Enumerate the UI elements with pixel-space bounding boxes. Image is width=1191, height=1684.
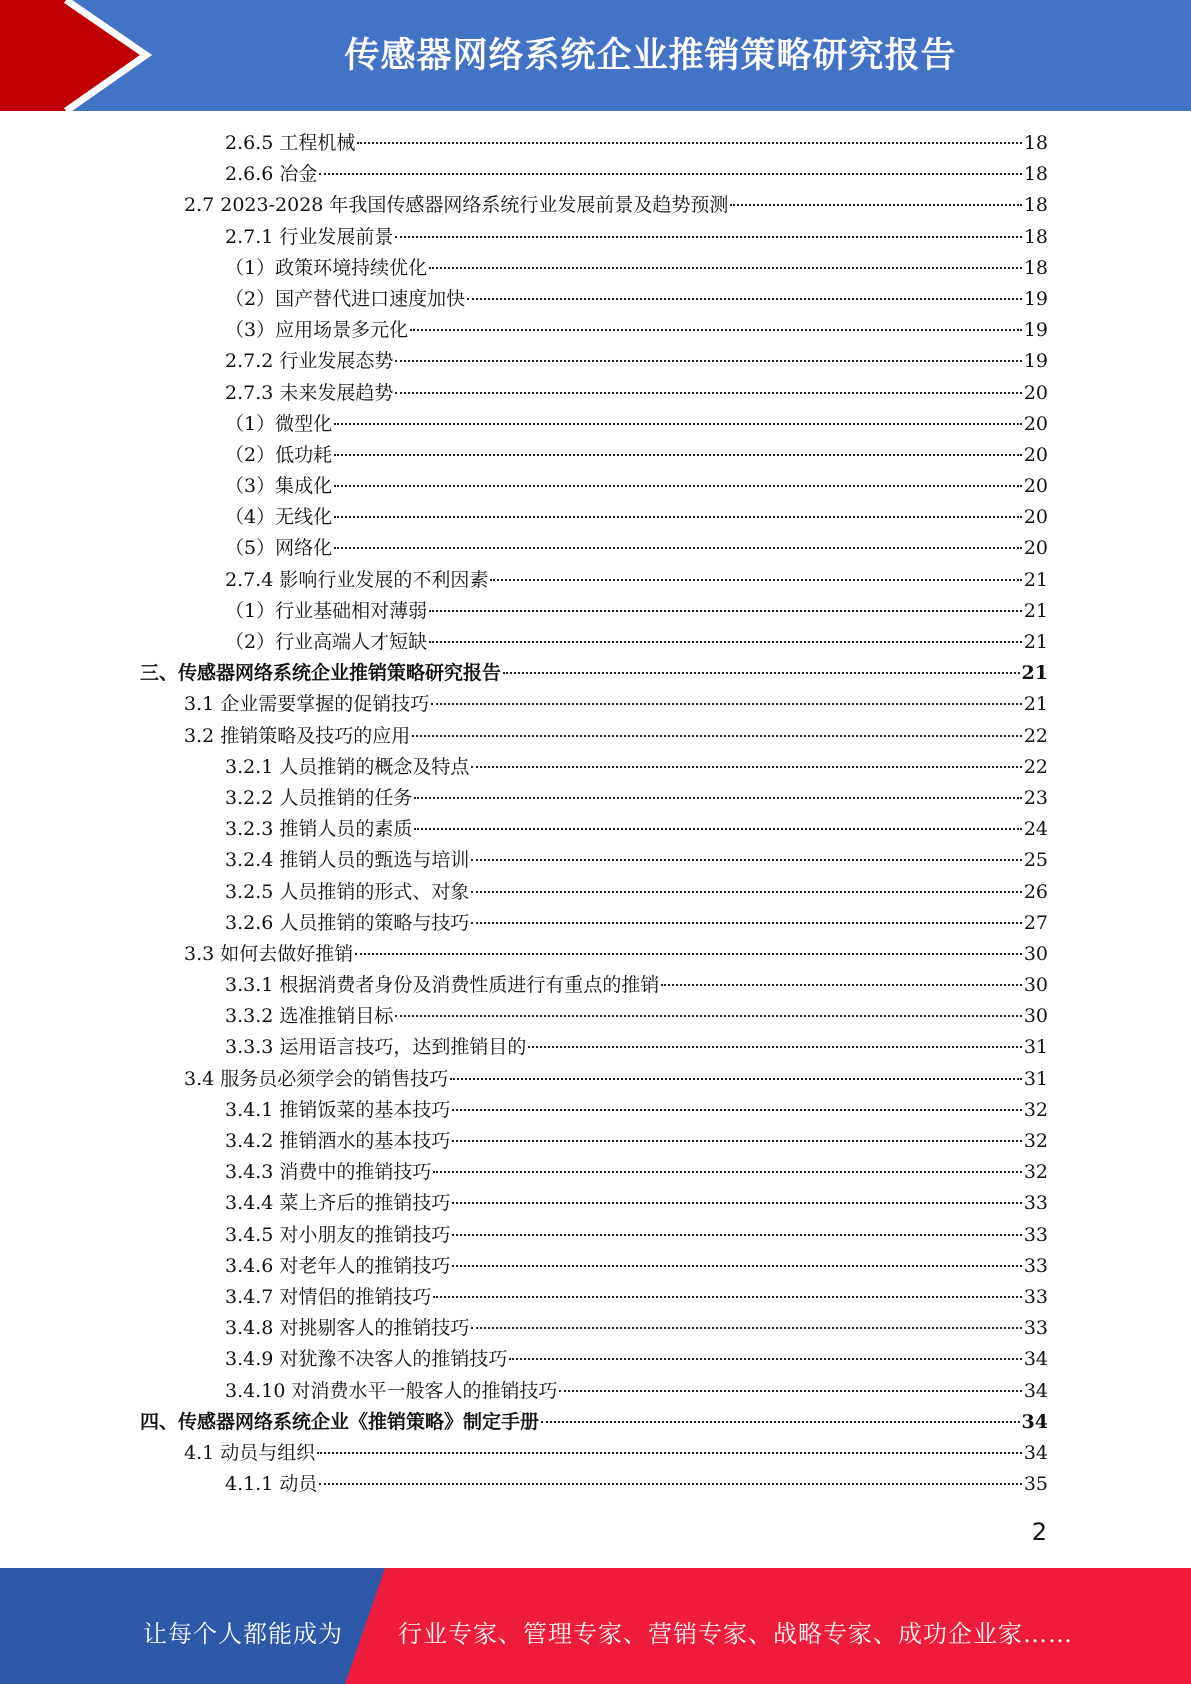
toc-dot-leader [317,1452,1022,1454]
toc-entry-page: 32 [1023,1161,1048,1184]
toc-entry[interactable] [140,970,1048,1001]
toc-entry[interactable] [140,627,1048,658]
toc-entry-title: 3.4.1 推销饭菜的基本技巧 [225,1098,451,1121]
toc-entry-title: 3.2.2 人员推销的任务 [225,786,413,809]
toc-dot-leader [730,204,1021,206]
toc-entry-title: 3.3.1 根据消费者身份及消费性质进行有重点的推销 [225,974,660,997]
toc-entry-title: 2.6.5 工程机械 [225,132,356,154]
toc-entry-page: 18 [1023,132,1048,154]
toc-dot-leader [452,1265,1021,1267]
toc-entry-title: 3.2.3 推销人员的素质 [225,818,413,841]
toc-dot-leader [429,610,1022,612]
toc-entry-page: 33 [1023,1285,1048,1308]
toc-entry[interactable] [140,284,1048,315]
toc-entry-title: （4）无线化 [225,506,333,529]
toc-entry-page: 18 [1023,256,1048,279]
toc-entry[interactable] [140,1407,1048,1438]
toc-entry[interactable] [140,845,1048,876]
toc-dot-leader [429,267,1022,269]
toc-entry-page: 21 [1023,568,1048,591]
toc-entry-page: 33 [1023,1317,1048,1340]
toc-entry[interactable] [140,409,1048,440]
toc-entry[interactable] [140,1095,1048,1126]
toc-entry-title: 4.1 动员与组织 [184,1441,316,1464]
toc-entry[interactable] [140,1313,1048,1344]
toc-entry[interactable] [140,596,1048,627]
toc-entry-title: （2）国产替代进口速度加快 [225,287,466,310]
document-title: 传感器网络系统企业推销策略研究报告 [344,36,957,76]
toc-entry-title: 3.4 服务员必须学会的销售技巧 [184,1067,449,1090]
toc-entry[interactable] [140,159,1048,190]
toc-dot-leader [467,298,1022,300]
toc-entry-page: 23 [1023,786,1048,809]
toc-entry[interactable] [140,1126,1048,1157]
toc-dot-leader [452,1140,1021,1142]
toc-entry-title: 3.2.1 人员推销的概念及特点 [225,755,470,778]
toc-entry-title: 3.4.3 消费中的推销技巧 [225,1161,432,1184]
toc-entry-page: 34 [1023,1441,1048,1464]
page-number: 2 [1031,1518,1047,1546]
toc-dot-leader [319,173,1021,175]
toc-entry-title: 3.2.6 人员推销的策略与技巧 [225,911,470,934]
toc-entry[interactable] [140,721,1048,752]
toc-dot-leader [509,1358,1021,1360]
toc-entry-title: （3）集成化 [225,475,333,498]
toc-entry[interactable] [140,1376,1048,1407]
toc-entry-title: 三、传感器网络系统企业推销策略研究报告 [140,662,502,685]
toc-entry[interactable] [140,1064,1048,1095]
toc-entry[interactable] [140,783,1048,814]
toc-entry-title: 3.4.5 对小朋友的推销技巧 [225,1223,451,1246]
toc-entry[interactable] [140,190,1048,221]
toc-dot-leader [410,329,1022,331]
toc-entry-page: 21 [1023,693,1048,716]
table-of-contents [140,128,1048,1500]
toc-entry-page: 31 [1023,1067,1048,1090]
toc-dot-leader [452,1202,1021,1204]
toc-dot-leader [414,828,1021,830]
toc-entry-title: 3.2 推销策略及技巧的应用 [184,724,411,747]
toc-dot-leader [559,1390,1021,1392]
toc-entry[interactable] [140,658,1048,689]
toc-dot-leader [452,1234,1021,1236]
toc-entry-title: （1）微型化 [225,412,333,435]
toc-entry-page: 21 [1021,662,1048,685]
toc-entry-title: 2.7 2023-2028 年我国传感器网络系统行业发展前景及趋势预测 [184,194,729,217]
toc-entry-title: （3）应用场景多元化 [225,319,409,342]
toc-entry[interactable] [140,814,1048,845]
toc-entry-title: 四、传感器网络系统企业《推销策略》制定手册 [140,1410,540,1433]
toc-entry-page: 18 [1023,225,1048,248]
toc-entry[interactable] [140,222,1048,253]
toc-dot-leader [452,1109,1021,1111]
toc-entry-page: 20 [1023,506,1048,529]
toc-dot-leader [334,423,1022,425]
toc-dot-leader [357,142,1021,144]
toc-entry[interactable] [140,1157,1048,1188]
toc-dot-leader [661,984,1021,986]
toc-entry[interactable] [140,877,1048,908]
toc-dot-leader [355,953,1022,955]
toc-entry-title: 3.4.2 推销酒水的基本技巧 [225,1130,451,1152]
toc-entry[interactable] [140,533,1048,564]
toc-dot-leader [412,735,1022,737]
toc-entry-page: 24 [1023,818,1048,841]
toc-entry-title: 3.2.4 推销人员的甄选与培训 [225,849,470,872]
toc-dot-leader [334,454,1022,456]
toc-dot-leader [334,516,1022,518]
footer-slogan-left: 让每个人都能成为 [143,1620,343,1648]
toc-entry[interactable] [140,689,1048,720]
toc-entry[interactable] [140,1282,1048,1313]
toc-entry-title: （1）行业基础相对薄弱 [225,599,428,622]
toc-dot-leader [395,360,1021,362]
toc-dot-leader [471,891,1021,893]
toc-entry-page: 33 [1023,1192,1048,1215]
toc-entry[interactable] [140,1220,1048,1251]
toc-entry[interactable] [140,471,1048,502]
toc-entry-page: 18 [1023,163,1048,186]
toc-entry-title: （2）低功耗 [225,443,333,466]
toc-entry[interactable] [140,939,1048,970]
toc-entry-page: 20 [1023,537,1048,560]
toc-entry[interactable] [140,1469,1048,1500]
toc-entry[interactable] [140,128,1048,159]
toc-entry-title: 3.4.7 对情侣的推销技巧 [225,1285,432,1308]
page-footer [0,1568,1191,1684]
toc-entry-page: 18 [1023,194,1048,217]
toc-entry[interactable] [140,1188,1048,1219]
toc-dot-leader [503,672,1020,674]
footer-slogan-right: 行业专家、管理专家、营销专家、战略专家、成功企业家…… [398,1620,1073,1648]
toc-dot-leader [471,766,1021,768]
toc-dot-leader [431,703,1022,705]
toc-entry-title: 2.7.3 未来发展趋势 [225,381,394,404]
toc-dot-leader [471,859,1021,861]
toc-dot-leader [528,1046,1021,1048]
toc-entry-title: 3.4.9 对犹豫不决客人的推销技巧 [225,1348,508,1371]
toc-entry[interactable] [140,253,1048,284]
toc-entry-page: 19 [1023,350,1048,373]
toc-entry-title: 3.3.3 运用语言技巧，达到推销目的 [225,1036,527,1059]
toc-dot-leader [414,797,1021,799]
page-header [0,0,1191,111]
toc-entry-page: 32 [1023,1130,1048,1152]
toc-entry[interactable] [140,752,1048,783]
toc-entry-page: 20 [1023,412,1048,435]
toc-entry-page: 27 [1023,911,1048,934]
toc-dot-leader [541,1421,1020,1423]
toc-entry-page: 22 [1023,724,1048,747]
toc-dot-leader [429,641,1022,643]
toc-entry[interactable] [140,565,1048,596]
toc-entry-title: 3.4.8 对挑剔客人的推销技巧 [225,1317,470,1340]
toc-entry-page: 34 [1023,1379,1048,1402]
toc-entry-page: 22 [1023,755,1048,778]
toc-entry[interactable] [140,908,1048,939]
toc-dot-leader [433,1296,1021,1298]
toc-entry-page: 33 [1023,1254,1048,1277]
toc-dot-leader [450,1078,1022,1080]
toc-entry-title: 3.4.10 对消费水平一般客人的推销技巧 [225,1379,558,1402]
toc-entry-title: 2.7.4 影响行业发展的不利因素 [225,568,489,591]
toc-entry-page: 26 [1023,880,1048,903]
toc-entry-title: 3.3.2 选准推销目标 [225,1005,394,1028]
toc-entry[interactable] [140,1251,1048,1282]
toc-entry[interactable] [140,440,1048,471]
toc-entry[interactable] [140,1032,1048,1063]
toc-entry-page: 30 [1023,942,1048,965]
toc-dot-leader [490,579,1021,581]
toc-entry[interactable] [140,315,1048,346]
toc-entry-title: 3.3 如何去做好推销 [184,942,354,965]
toc-entry-page: 33 [1023,1223,1048,1246]
toc-entry-title: 3.4.4 菜上齐后的推销技巧 [225,1192,451,1215]
toc-entry[interactable] [140,1344,1048,1375]
toc-entry-page: 25 [1023,849,1048,872]
toc-entry-page: 19 [1023,319,1048,342]
toc-entry-title: 2.6.6 冶金 [225,163,318,186]
toc-entry-title: 4.1.1 动员 [225,1473,318,1496]
toc-dot-leader [395,236,1021,238]
toc-entry-page: 20 [1023,443,1048,466]
toc-entry-page: 19 [1023,287,1048,310]
toc-entry-title: 2.7.1 行业发展前景 [225,225,394,248]
toc-dot-leader [471,1327,1021,1329]
toc-dot-leader [433,1171,1021,1173]
toc-entry-page: 20 [1023,381,1048,404]
toc-entry-page: 30 [1023,974,1048,997]
toc-dot-leader [319,1483,1021,1485]
toc-dot-leader [334,547,1022,549]
toc-entry[interactable] [140,502,1048,533]
toc-entry-title: 2.7.2 行业发展态势 [225,350,394,373]
toc-entry-title: （2）行业高端人才短缺 [225,631,428,653]
toc-entry[interactable] [140,1001,1048,1032]
toc-dot-leader [395,1015,1021,1017]
toc-entry-title: （1）政策环境持续优化 [225,256,428,279]
toc-entry-page: 30 [1023,1005,1048,1028]
toc-entry-page: 34 [1021,1410,1048,1433]
toc-entry-page: 20 [1023,475,1048,498]
toc-entry-title: 3.1 企业需要掌握的促销技巧 [184,693,430,716]
toc-entry[interactable] [140,1438,1048,1469]
toc-dot-leader [471,922,1021,924]
toc-entry-page: 35 [1023,1473,1048,1496]
toc-entry[interactable] [140,346,1048,377]
toc-entry-page: 21 [1023,599,1048,622]
toc-entry[interactable] [140,378,1048,409]
toc-entry-title: （5）网络化 [225,537,333,560]
toc-dot-leader [334,485,1022,487]
toc-entry-page: 21 [1023,631,1048,653]
toc-entry-title: 3.2.5 人员推销的形式、对象 [225,880,470,903]
toc-entry-title: 3.4.6 对老年人的推销技巧 [225,1254,451,1277]
toc-entry-page: 31 [1023,1036,1048,1059]
toc-entry-page: 32 [1023,1098,1048,1121]
toc-dot-leader [395,392,1021,394]
toc-entry-page: 34 [1023,1348,1048,1371]
